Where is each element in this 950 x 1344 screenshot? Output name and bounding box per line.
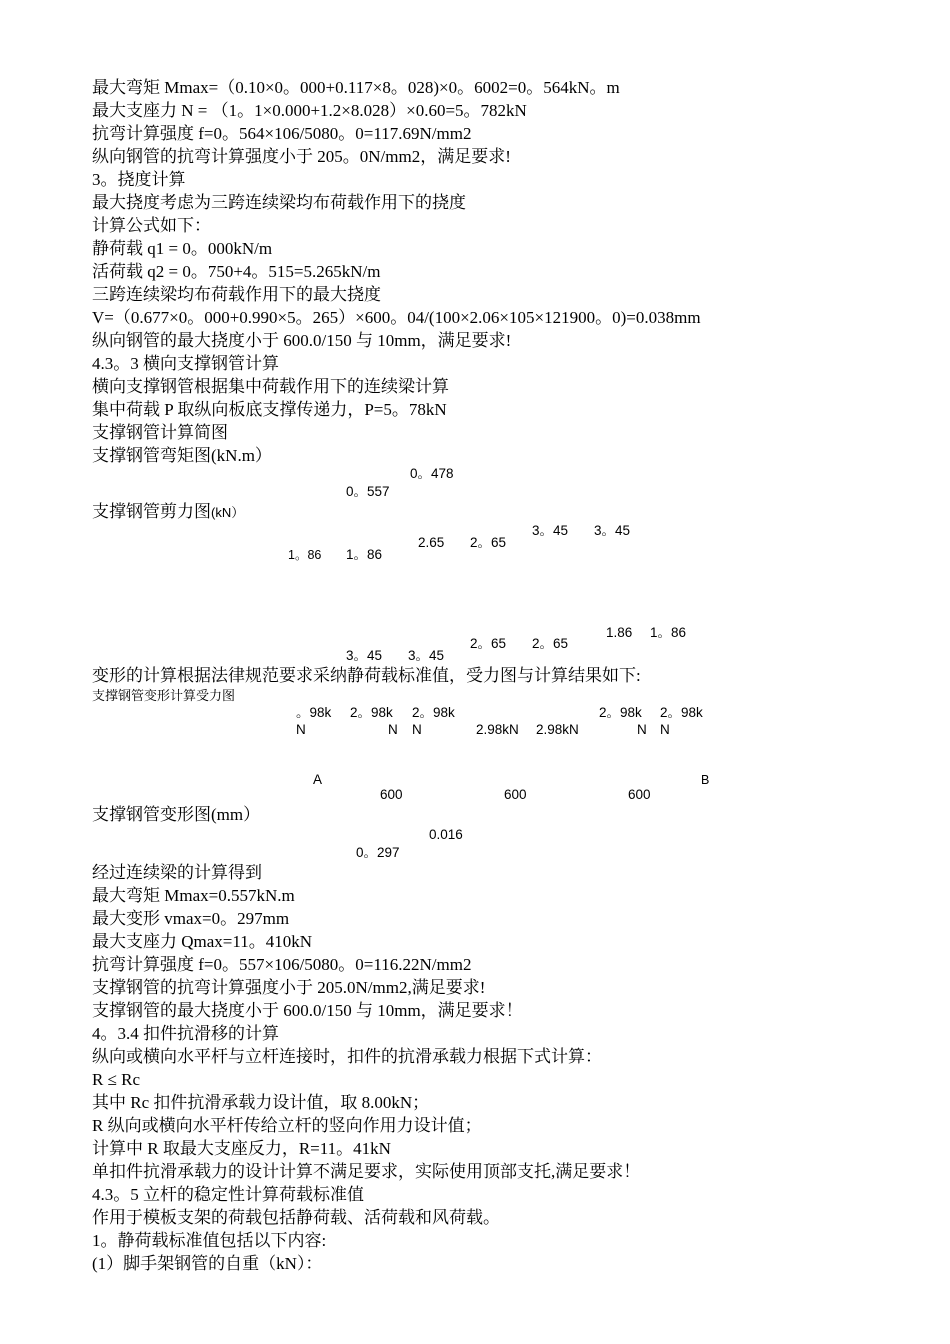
load-label: 2。98k [660,705,703,720]
text-line: 计算中 R 取最大支座反力，R=11。41kN [92,1139,391,1158]
load-label: N [660,722,670,737]
deform-label: 0。297 [356,845,400,860]
formula-line: V=（0.677×0。000+0.990×5。265）×600。04/(100×2.06×105×121900。0)=0.038mm [92,308,701,327]
text-line: 集中荷载 P 取纵向板底支撑传递力，P=5。78kN [92,400,447,419]
figure-caption: 支撑钢管变形计算受力图 [92,688,236,703]
text-line: 经过连续梁的计算得到 [92,863,262,882]
text-line: 横向支撑钢管根据集中荷载作用下的连续梁计算 [92,377,449,396]
text-line: 最大弯矩 Mmax=0.557kN.m [92,886,295,905]
text-line: 三跨连续梁均布荷载作用下的最大挠度 [92,285,381,304]
shear-unit: (kN） [211,505,245,520]
shear-title: 支撑钢管剪力图 [92,502,211,521]
text-line: 其中 Rc 扣件抗滑承载力设计值，取 8.00kN； [92,1093,430,1112]
text-line: 纵向或横向水平杆与立杆连接时，扣件的抗滑承载力根据下式计算： [92,1047,602,1066]
support-label: B [701,773,710,787]
shear-label: 1。86 [650,625,687,640]
support-label: A [313,772,323,787]
text-line: 活荷载 q2 = 0。750+4。515=5.265kN/m [92,262,381,281]
section-heading: 4.3。5 立杆的稳定性计算荷载标准值 [92,1185,364,1204]
text-line: 单扣件抗滑承载力的设计计算不满足要求，实际使用顶部支托,满足要求！ [92,1162,641,1181]
load-label: N [388,722,398,737]
shear-label: 1.86 [606,625,633,640]
text-line: 作用于模板支架的荷载包括静荷载、活荷载和风荷载。 [92,1208,500,1227]
shear-label: 3。45 [346,648,383,663]
shear-label: 2。65 [532,636,569,651]
load-label: 。98k [296,705,332,720]
formula-line: R ≤ Rc [92,1070,141,1089]
figure-caption [92,500,244,524]
shear-label: 2。65 [470,636,507,651]
load-label: N [637,722,647,737]
load-label: 2。98k [599,705,642,720]
load-label: 2。98k [350,705,393,720]
shear-label: 3。45 [532,523,569,538]
text-line: 静荷载 q1 = 0。000kN/m [92,239,273,258]
text-line: 纵向钢管的最大挠度小于 600.0/150 与 10mm，满足要求! [92,331,512,350]
text-line: 最大支座力 Qmax=11。410kN [92,932,313,951]
load-label: 2.98kN [536,722,579,737]
load-label: 2。98k [412,705,455,720]
load-label: 2.98kN [476,722,519,737]
text-line: (1）脚手架钢管的自重（kN）： [92,1254,323,1273]
section-heading: 3。挠度计算 [92,170,186,189]
section-heading: 4.3。3 横向支撑钢管计算 [92,354,279,373]
shear-label: 2.65 [418,535,445,550]
shear-label: 1。86 [288,548,322,562]
text-line: 1。静荷载标准值包括以下内容: [92,1231,327,1250]
figure-caption: 支撑钢管计算简图 [92,423,228,442]
text-line: 最大变形 vmax=0。297mm [92,909,290,928]
section-heading: 4。3.4 扣件抗滑移的计算 [92,1024,279,1043]
span-label: 600 [380,787,403,802]
span-label: 600 [628,787,651,802]
text-line: 变形的计算根据法律规范要求采纳静荷载标准值，受力图与计算结果如下: [92,666,641,685]
text-line: 抗弯计算强度 f=0。564×106/5080。0=117.69N/mm2 [92,124,472,143]
shear-label: 2。65 [470,535,507,550]
text-line: 纵向钢管的抗弯计算强度小于 205。0N/mm2，满足要求! [92,147,511,166]
load-label: N [296,722,306,737]
moment-label: 0。478 [410,466,454,481]
shear-label: 3。45 [408,648,445,663]
text-line: 最大挠度考虑为三跨连续梁均布荷载作用下的挠度 [92,193,466,212]
figure-caption: 支撑钢管弯矩图(kN.m） [92,446,272,465]
figure-caption: 支撑钢管变形图(mm） [92,805,261,824]
text-line: R 纵向或横向水平杆传给立杆的竖向作用力设计值； [92,1116,482,1135]
text-line: 抗弯计算强度 f=0。557×106/5080。0=116.22N/mm2 [92,955,472,974]
text-line: 最大弯矩 Mmax=（0.10×0。000+0.117×8。028)×0。6002=0。564kN。m [92,78,620,97]
moment-label: 0。557 [346,484,390,499]
text-line: 计算公式如下： [92,216,211,235]
deform-label: 0.016 [429,827,463,842]
load-label: N [412,722,422,737]
text-line: 最大支座力 N = （1。1×0.000+1.2×8.028）×0.60=5。782kN [92,101,527,120]
text-line: 支撑钢管的抗弯计算强度小于 205.0N/mm2,满足要求! [92,978,486,997]
span-label: 600 [504,787,527,802]
text-line: 支撑钢管的最大挠度小于 600.0/150 与 10mm，满足要求！ [92,1001,523,1020]
shear-label: 3。45 [594,523,631,538]
shear-label: 1。86 [346,547,383,562]
